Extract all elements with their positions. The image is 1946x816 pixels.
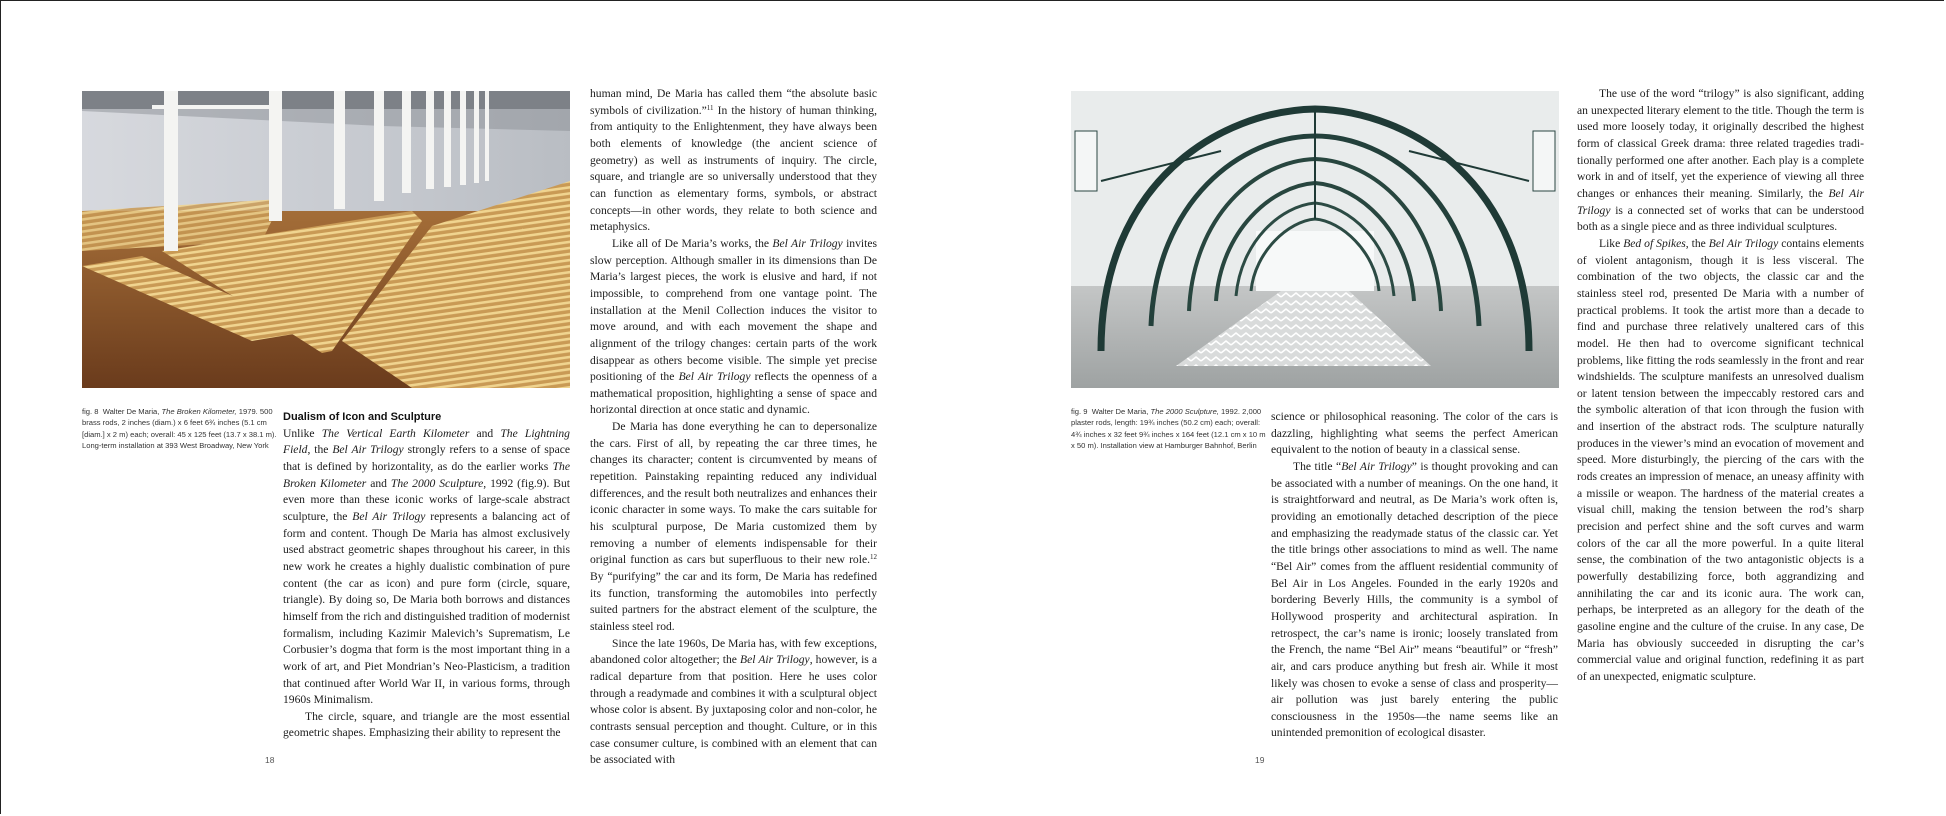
paragraph: Unlike The Vertical Earth Kilometer and The Lightning Field, the Bel Air Trilogy strongly refers to a sense of space that is defined by horizontality, as do the earlier works The Broken Kilometer and The 2000 Sculpture, 1992 (fig.9). But even more than these iconic works of large-scale abstract sculpture, the Bel Air Trilogy represents a balancing act of form and content. Though De Maria has almost exclusively used abstract geometric shapes throughout his career, in this new work he creates a highly dualistic combination of pure content (the car as icon) and pure form (circle, square, triangle). By doing so, De Maria both borrows and distances himself from the rich and distinguished tradition of modernist formalism, including Kazimir Malevich’s Suprematism, Le Corbusier’s dogma that form is the most important thing in a work of art, and Piet Mondrian’s Neo-Plasticism, a tradition that continued after World War II, in various forms, through 1960s Minimalism. — [283, 426, 571, 707]
footnote-ref: 11 — [706, 103, 714, 112]
section-heading: Dualism of Icon and Sculpture — [283, 411, 442, 423]
italic-title: The 2000 Sculpture — [390, 476, 484, 490]
paragraph: The title “Bel Air Trilogy” is thought provoking and can be associated with a number of meanings. On the one hand, it is straightforward and neutral, as De Maria’s work often is, providing an emotionally detached description of the piece and emphasizing the readymade status of the classic car. Yet the title brings other associations to mind as well. The name “Bel Air” comes from the affluent residential community of Bel Air in Los Angeles. Founded in the early 1920s and bordering Beverly Hills, the community is a symbol of Hollywood prosperity and architectural aspiration. In retrospect, the car’s name is ironic; loosely translated from the French, the name “Bel Air” means “beautiful” or “fresh” air, and cars produce anything but fresh air. While it most likely was chosen to evoke a sense of class and prosperity—air pollution was just barely entering the public consciousness in the 1950s—the name seems like an unintended premonition of ecological disaster. — [1271, 459, 1558, 740]
right-page-column-2 — [1577, 86, 1864, 686]
italic-title: Bel Air Trilogy — [352, 509, 426, 523]
left-page-column-1 — [283, 409, 570, 742]
footnote-ref: 12 — [870, 553, 877, 562]
italic-title: The Broken Kilometer — [283, 459, 570, 490]
figure-9-title: The 2000 Sculpture, — [1150, 407, 1219, 416]
paragraph: Since the late 1960s, De Maria has, with few exceptions, abandoned color altogether; the Bel Air Trilogy, however, is a radical departure from that position. Here he uses color through a readymade and combines it with a sculptural object whose color is absent. By juxtaposing color and non-color, he contrasts sensual perception and thought. Culture, or in this case consumer culture, is combined with an element that can be associated with — [590, 636, 878, 767]
figure-9-artist: Walter De Maria, — [1091, 407, 1149, 416]
figure-8-caption — [82, 406, 282, 451]
figure-8-label: fig. 8 — [82, 407, 99, 416]
figure-8-image — [82, 91, 570, 388]
right-page — [973, 0, 1946, 816]
page-number: 19 — [1255, 755, 1265, 765]
column-body — [1577, 86, 1864, 686]
italic-title: Bed of Spikes — [1623, 236, 1686, 250]
italic-title: Bel Air Trilogy — [1577, 186, 1864, 217]
figure-8-title: The Broken Kilometer, — [161, 407, 237, 416]
italic-title: Bel Air Trilogy — [740, 653, 810, 667]
column-body — [590, 86, 877, 769]
paragraph: science or philosophical reasoning. The color of the cars is dazzling, highlighting what seems the perfect American equivalent to the notion of beauty in a classical sense. — [1271, 410, 1558, 457]
paragraph: Like all of De Maria’s works, the Bel Air Trilogy invites slow perception. Although smaller in its dimensions than De Maria’s largest pieces, the work is elusive and hard, if not impossible, to comprehend from one vantage point. The installation at the Menil Collection induces the visitor to move around, and with each movement the shape and alignment of the trilogy changes: certain parts of the work disappear as others become visible. The simple yet precise positioning of the Bel Air Trilogy reflects the openness of a mathematical proposition, highlighting a sense of space and horizontal direction at once static and dynamic. — [590, 236, 878, 417]
italic-title: The Lightning Field — [283, 426, 570, 457]
left-page-column-2 — [590, 86, 877, 769]
column-body — [1271, 409, 1558, 742]
right-page-column-1 — [1271, 409, 1558, 742]
page-number: 18 — [265, 755, 275, 765]
italic-title: Bel Air Trilogy — [1341, 459, 1412, 473]
italic-title: Bel Air Trilogy — [772, 236, 843, 250]
italic-title: Bel Air Trilogy — [678, 370, 751, 384]
paragraph: The use of the word “trilogy” is also significant, adding an unexpected literary element to the title. Though the term is used more loosely today, it originally described the highest form of classical Greek drama: three related tragedies traditionally performed one after another. Each play is a complete work in and of itself, yet the experience of viewing all three changes or enhances their meaning. Similarly, the Bel Air Trilogy is a connected set of works that can be understood both as a single piece and as three individual sculptures. — [1577, 87, 1864, 234]
paragraph: human mind, De Maria has called them “the absolute basic symbols of civilization.”$^{11}$ In the history of human thinking, from antiquity to the Enlightenment, they have always been both elements of knowledge (the ancient science of geometry) as well as instruments of inquiry. The circle, square, and triangle are so universally understood that they can function as elementary forms, symbols, or abstract concepts—in other words, they relate to both science and metaphysics. — [590, 87, 877, 234]
column-body — [283, 426, 570, 742]
figure-9-details: 1992. 2,000 plaster rods, length: 19¾ inches (50.2 cm) each; overall: 4¾ inches x 32 feet 9¾ inches x 164 feet (12.1 cm x 10 m x 50 m). Installation view at Hamburger Bahnhof, Berlin — [1071, 407, 1266, 450]
paragraph: De Maria has done everything he can to depersonalize the cars. First of all, by repeating the car three times, he changes its character; content is circumvented by means of repetition. Painstaking repainting reduced any individual differences, and the result both neutralizes and enhances their iconic character in some ways. To make the cars suitable for his sculptural purpose, De Maria customized them by removing a number of elements indispensable for their original function as cars but superfluous to their new role.$^{12}$ By “purifying” the car and its form, De Maria has redefined its function, transforming the automobiles into perfectly suited partners for the abstract element of the sculpture, the stainless steel rod. — [590, 420, 877, 633]
italic-title: Bel Air Trilogy — [1708, 236, 1779, 250]
figure-8-artist: Walter De Maria, — [102, 407, 160, 416]
italic-title: Bel Air Trilogy — [332, 443, 404, 457]
2000-sculpture-photo — [1071, 91, 1559, 388]
figure-9-label: fig. 9 — [1071, 407, 1088, 416]
figure-9-caption — [1071, 406, 1271, 451]
paragraph: The circle, square, and triangle are the most essential geometric shapes. Emphasizing their ability to represent the — [283, 709, 570, 740]
figure-9-image — [1071, 91, 1559, 388]
italic-title: The Vertical Earth Kilometer — [321, 426, 470, 440]
paragraph: Like Bed of Spikes, the Bel Air Trilogy contains elements of violent antagonism, though it is less visceral. The combination of the two objects, the classic car and the stainless steel rod, presented De Maria with a number of practical problems. It took the artist more than a decade to find and purchase three relatively unaltered cars of this model. He then had to overcome significant technical problems, like fitting the rods seamlessly in the front and rear windshields. The sculpture manifests an unresolved dualism or latent tension between the impeccably restored cars and the symbolic alteration of that icon through the fusion with and insertion of the abstract rods. The sculpture naturally produces in the viewer’s mind an evocation of movement and speed. More disturbingly, the piercing of the cars with the rods creates an impression of menace, an uneasy affinity with a missile or weapon. The hardness of the material creates a visual chill, making the tension between the rod’s sharp precision and perfect shine and the soft curves and warm colors of the car all the more powerful. In a quite literal sense, the combination of the two antagonistic objects is a powerfully destabilizing force, both aggrandizing and annihilating the car and its iconic aura. The work can, perhaps, be interpreted as an allegory for the death of the gasoline engine and the culture of the cruise. In any case, De Maria has obviously succeeded in disrupting the car’s commercial value and original function, redefining it as part of an unexpected, enigmatic sculpture. — [1577, 236, 1864, 683]
broken-kilometer-photo — [82, 91, 570, 388]
figure-8-details: 1979. 500 brass rods, 2 inches (diam.) x 6 feet 6¾ inches (5.1 cm [diam.] x 2 m) each; overall: 45 x 125 feet (13.7 x 38.1 m). Long-term installation at 393 West Broadway, New York — [82, 407, 277, 450]
